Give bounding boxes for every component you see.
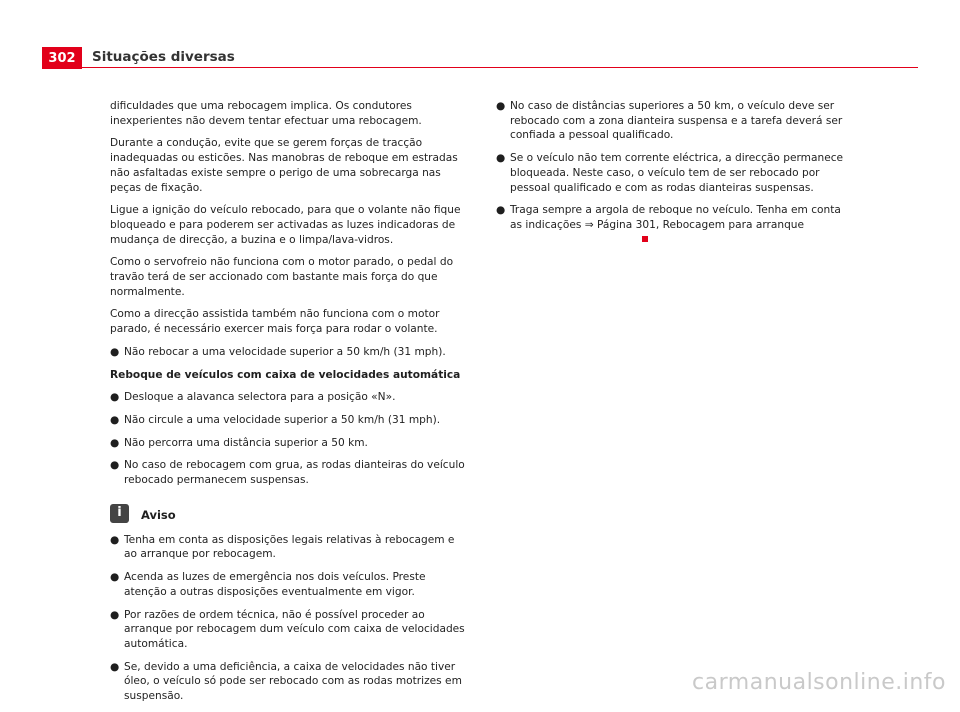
list-item bbox=[110, 390, 466, 405]
list-item bbox=[110, 345, 466, 360]
bullet-icon: ● bbox=[110, 459, 120, 472]
list-item bbox=[110, 570, 466, 599]
bullet-icon: ● bbox=[110, 436, 120, 449]
bullet-icon: ● bbox=[496, 204, 506, 217]
list-item-text: No caso de distâncias superiores a 50 km, o veículo deve ser rebocado com a zona dianteira suspensa e a tarefa deverá ser confiada a pessoal qualificado. bbox=[510, 100, 843, 142]
list-item-text: No caso de rebocagem com grua, as rodas dianteiras do veículo rebocado permanecem suspensas. bbox=[124, 459, 465, 487]
list-item bbox=[110, 533, 466, 562]
bullet-icon: ● bbox=[496, 152, 506, 165]
list-item-text: Por razões de ordem técnica, não é possível proceder ao arranque por rebocagem dum veículo com caixa de velocidades automática. bbox=[124, 608, 465, 650]
section-heading: Reboque de veículos com caixa de velocidades automática bbox=[110, 368, 461, 381]
list-item-text bbox=[510, 203, 848, 247]
bullet-icon: ● bbox=[110, 533, 120, 546]
bullet-icon: ● bbox=[496, 100, 506, 112]
bullet-icon: ● bbox=[110, 571, 120, 584]
bullet-icon: ● bbox=[110, 413, 120, 426]
page-number: 302 bbox=[42, 47, 82, 69]
left-column bbox=[110, 99, 466, 712]
header-rule bbox=[82, 67, 918, 68]
bullet-icon: ● bbox=[110, 391, 120, 404]
notice-title: Aviso bbox=[141, 508, 176, 523]
paragraph: Durante a condução, evite que se gerem forças de tracção inadequadas ou esticões. Nas manobras de reboque em estradas não asfaltadas existe sempre o perigo de uma sobrecarga nas peças de fixação. bbox=[110, 137, 458, 194]
list-item-text: Se, devido a uma deficiência, a caixa de velocidades não tiver óleo, o veículo só pode ser rebocado com as rodas motrizes em suspensão. bbox=[124, 660, 462, 703]
list-item-text: Desloque a alavanca selectora para a posição «N». bbox=[124, 391, 396, 404]
bullet-icon: ● bbox=[110, 608, 120, 621]
list-item-text: Tenha em conta as disposições legais relativas à rebocagem e ao arranque por rebocagem. bbox=[124, 533, 455, 561]
list-item-text-part: Traga sempre a argola de reboque no veículo. Tenha em conta as indicações bbox=[510, 204, 841, 231]
info-icon: i bbox=[110, 504, 129, 523]
list-item bbox=[496, 99, 848, 143]
watermark: carmanualsonline.info bbox=[692, 670, 946, 695]
list-item bbox=[110, 608, 466, 652]
list-item-text: Não percorra uma distância superior a 50 km. bbox=[124, 436, 368, 449]
bullet-icon: ● bbox=[110, 660, 120, 673]
bullet-icon: ● bbox=[110, 345, 120, 358]
list-item bbox=[496, 151, 848, 195]
list-item bbox=[110, 660, 466, 704]
list-item-text: Não circule a uma velocidade superior a 50 km/h (31 mph). bbox=[124, 413, 441, 426]
list-item bbox=[110, 458, 466, 487]
paragraph: Como a direcção assistida também não funciona com o motor parado, é necessário exercer mais força para rodar o volante. bbox=[110, 308, 440, 336]
page-title: Situações diversas bbox=[92, 49, 235, 65]
list-item bbox=[110, 413, 466, 428]
end-of-section-icon bbox=[642, 236, 648, 242]
notice-header bbox=[110, 504, 466, 523]
list-item bbox=[110, 436, 466, 451]
right-column bbox=[496, 99, 848, 255]
paragraph: Ligue a ignição do veículo rebocado, para que o volante não fique bloqueado e para poderem ser activadas as luzes indicadoras de mudança de direcção, a buzina e o limpa/lava-vidros. bbox=[110, 204, 461, 246]
paragraph: Como o servofreio não funciona com o motor parado, o pedal do travão terá de ser accionado com bastante mais força do que normalmente. bbox=[110, 256, 454, 298]
paragraph: dificuldades que uma rebocagem implica. Os condutores inexperientes não devem tentar efectuar uma rebocagem. bbox=[110, 100, 422, 127]
list-item-text: Não rebocar a uma velocidade superior a 50 km/h (31 mph). bbox=[124, 345, 446, 358]
page-reference-link[interactable]: ⇒ Página 301, Rebocagem para arranque bbox=[584, 218, 805, 231]
list-item-text: Acenda as luzes de emergência nos dois veículos. Preste atenção a outras disposições eventualmente em vigor. bbox=[124, 571, 426, 598]
list-item-text: Se o veículo não tem corrente eléctrica, a direcção permanece bloqueada. Neste caso, o veículo tem de ser rebocado por pessoal qualificado e com as rodas dianteiras suspensas. bbox=[510, 152, 844, 194]
list-item bbox=[496, 203, 848, 247]
